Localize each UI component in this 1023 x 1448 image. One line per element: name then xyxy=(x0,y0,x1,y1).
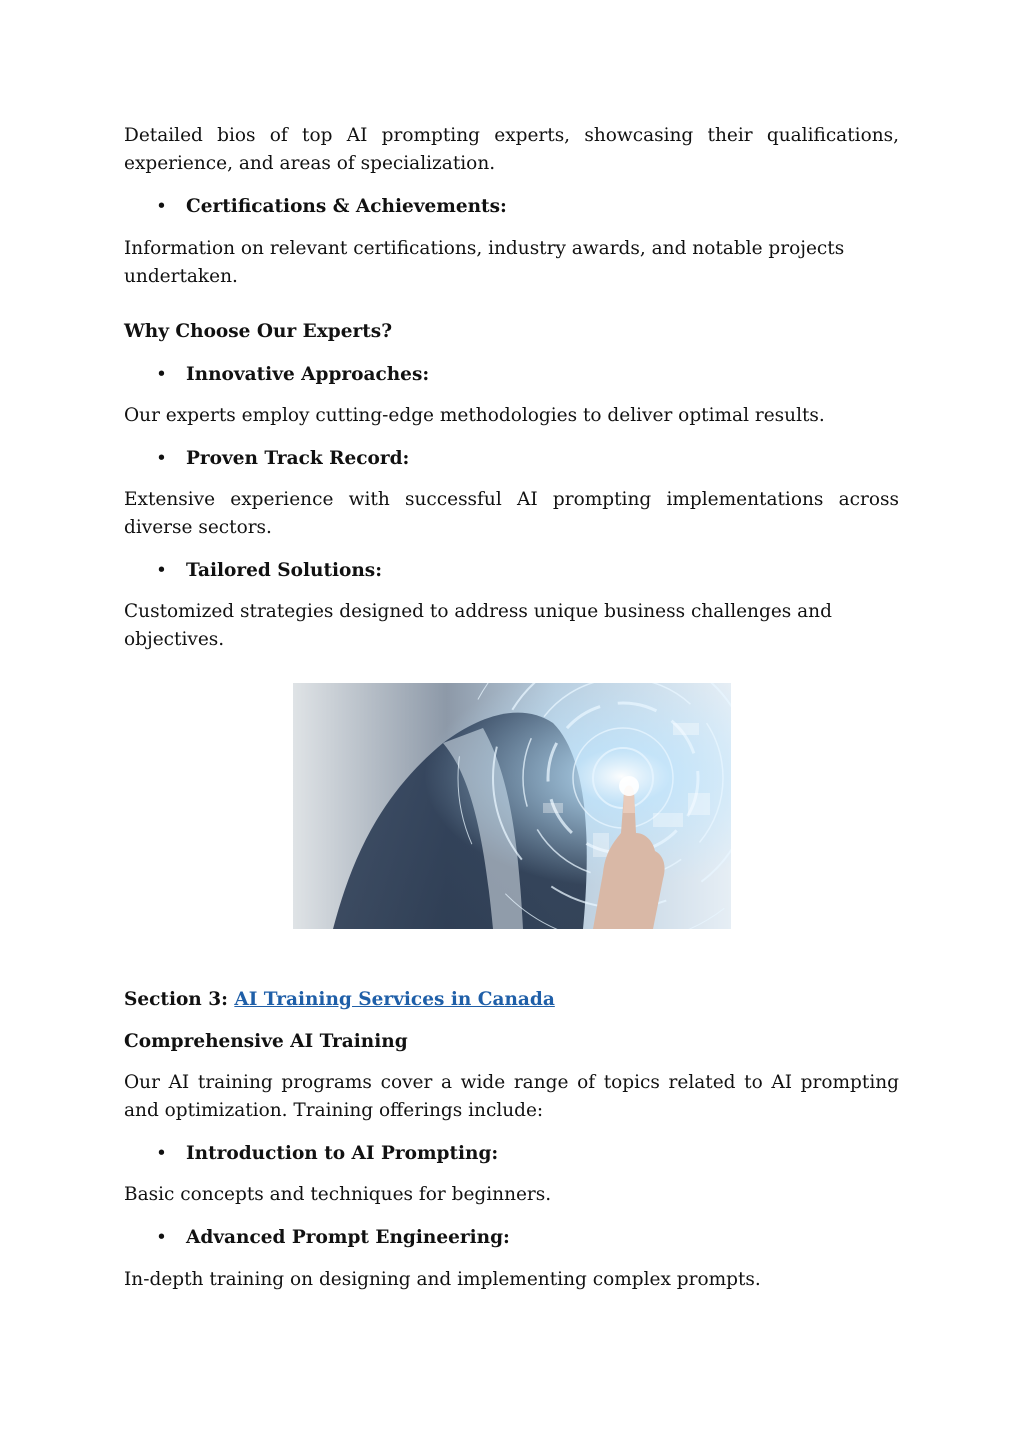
intro-prompting-paragraph: Basic concepts and techniques for beginners. xyxy=(124,1184,552,1205)
track-record-paragraph: Extensive experience with successful AI prompting implementations across diverse sectors. xyxy=(124,489,899,538)
training-intro-paragraph: Our AI training programs cover a wide range of topics related to AI prompting and optimization. Training offerings include: xyxy=(124,1072,899,1121)
bullet-dot: • xyxy=(156,448,167,469)
innovative-paragraph: Our experts employ cutting-edge methodologies to deliver optimal results. xyxy=(124,405,825,426)
advanced-engineering-paragraph: In-depth training on designing and implementing complex prompts. xyxy=(124,1269,761,1290)
ai-touch-image xyxy=(293,683,731,929)
why-choose-heading: Why Choose Our Experts? xyxy=(124,321,393,342)
ai-touch-illustration xyxy=(293,683,731,929)
bullet-dot: • xyxy=(156,560,167,581)
innovative-heading: Innovative Approaches: xyxy=(186,364,430,385)
advanced-engineering-heading: Advanced Prompt Engineering: xyxy=(186,1227,510,1248)
certifications-paragraph: Information on relevant certifications, industry awards, and notable projects undertaken. xyxy=(124,238,845,287)
ai-training-link[interactable]: AI Training Services in Canada xyxy=(234,989,555,1010)
section3-label: Section 3: xyxy=(124,989,235,1010)
comprehensive-heading: Comprehensive AI Training xyxy=(124,1031,408,1052)
intro-prompting-heading: Introduction to AI Prompting: xyxy=(186,1143,499,1164)
bullet-dot: • xyxy=(156,1227,167,1248)
bullet-dot: • xyxy=(156,196,167,217)
tailored-heading: Tailored Solutions: xyxy=(186,560,383,581)
tailored-paragraph: Customized strategies designed to address unique business challenges and objectives. xyxy=(124,601,832,650)
section3-heading xyxy=(124,986,899,1014)
bullet-dot: • xyxy=(156,1143,167,1164)
track-record-heading: Proven Track Record: xyxy=(186,448,410,469)
bios-paragraph: Detailed bios of top AI prompting experts, showcasing their qualifications, experience, and areas of specialization. xyxy=(124,125,899,174)
bullet-dot: • xyxy=(156,364,167,385)
certifications-heading: Certifications & Achievements: xyxy=(186,196,507,217)
